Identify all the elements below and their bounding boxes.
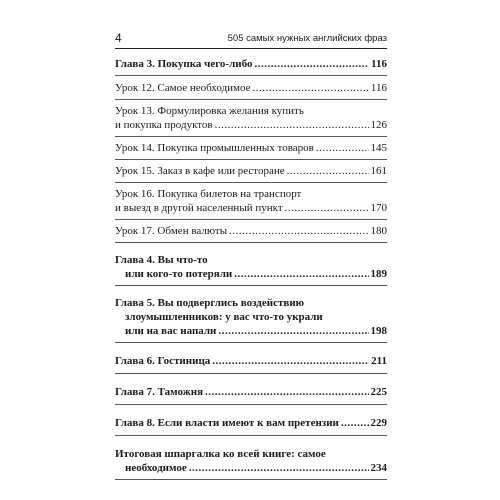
leader-dots — [341, 416, 369, 430]
toc-entry-title: Глава 8. Если власти имеют к вам претензии — [115, 417, 339, 429]
toc-summary — [115, 436, 387, 480]
leader-dots — [287, 164, 369, 178]
toc-entry-title: Глава 3. Покупка чего-либо — [115, 58, 253, 70]
toc-entry-page: 198 — [370, 325, 387, 337]
running-title: 505 самых нужных английских фраз — [227, 33, 387, 44]
toc-entry-page: 170 — [370, 202, 387, 214]
toc-entry-page: 229 — [370, 417, 387, 429]
toc-entry-title-cont: и выезд в другой населенный пункт — [115, 202, 283, 214]
toc-lesson-12 — [115, 76, 387, 100]
toc-lesson-15 — [115, 160, 387, 183]
leader-dots — [234, 267, 368, 281]
toc-entry-page: 116 — [370, 82, 387, 94]
leader-dots — [254, 57, 369, 71]
table-of-contents — [115, 55, 387, 480]
toc-entry-page: 225 — [370, 386, 387, 398]
toc-entry-title: Урок 12. Самое необходимое — [115, 82, 251, 94]
toc-lesson-17 — [115, 220, 387, 243]
leader-dots — [205, 385, 368, 399]
toc-entry-title-cont: или на вас напали — [125, 325, 217, 337]
leader-dots — [285, 201, 369, 215]
toc-entry-page: 180 — [370, 225, 387, 237]
toc-entry-title: Урок 13. Формулировка желания купить — [115, 105, 304, 117]
toc-chapter-3 — [115, 55, 387, 76]
leader-dots — [316, 141, 369, 155]
toc-entry-title: Глава 4. Вы что-то — [115, 254, 208, 266]
toc-entry-title: Урок 16. Покупка билетов на транспорт — [115, 188, 302, 200]
leader-dots — [253, 81, 369, 95]
toc-entry-page: 116 — [371, 58, 387, 70]
toc-entry-page: 189 — [370, 268, 387, 280]
leader-dots — [215, 118, 369, 132]
toc-lesson-13 — [115, 100, 387, 137]
page-number: 4 — [115, 31, 122, 45]
toc-entry-page: 145 — [370, 142, 387, 154]
toc-chapter-4 — [115, 243, 387, 286]
toc-entry-title-cont: и покупка продуктов — [115, 119, 213, 131]
toc-entry-title-cont: злоумышленников: у вас что-то украли — [125, 311, 323, 323]
toc-entry-title: Урок 17. Обмен валюты — [115, 225, 228, 237]
toc-entry-title: Глава 7. Таможня — [115, 386, 204, 398]
toc-entry-page: 161 — [370, 165, 387, 177]
toc-entry-title: Итоговая шпаргалка ко всей книге: самое — [115, 448, 326, 460]
toc-entry-title: Урок 14. Покупка промышленных товаров — [115, 142, 314, 154]
page-header — [115, 30, 387, 49]
toc-chapter-8 — [115, 405, 387, 436]
toc-chapter-6 — [115, 343, 387, 374]
leader-dots — [229, 224, 368, 238]
toc-entry-page: 211 — [371, 355, 387, 367]
toc-lesson-14 — [115, 137, 387, 160]
toc-lesson-16 — [115, 183, 387, 220]
toc-entry-title: Глава 5. Вы подверглись воздействию — [115, 297, 305, 309]
toc-chapter-7 — [115, 374, 387, 405]
leader-dots — [218, 324, 368, 338]
toc-entry-title: Глава 6. Гостиница — [115, 355, 211, 367]
toc-entry-page: 126 — [370, 119, 387, 131]
toc-entry-page: 234 — [370, 462, 387, 474]
toc-chapter-5 — [115, 286, 387, 343]
toc-entry-title: Урок 15. Заказ в кафе или ресторане — [115, 165, 285, 177]
leader-dots — [212, 354, 369, 368]
toc-entry-title-cont: необходимое — [125, 462, 187, 474]
leader-dots — [189, 461, 369, 475]
toc-entry-title-cont: или кого-то потеряли — [125, 268, 233, 280]
